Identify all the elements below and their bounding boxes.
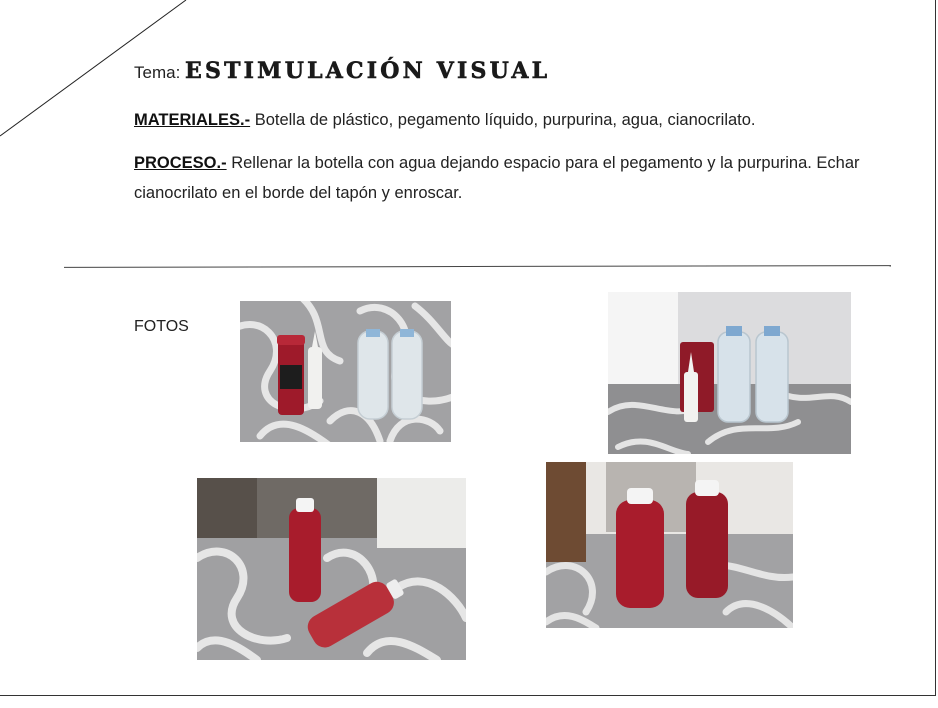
process-text: Rellenar la botella con agua dejando espacio para el pegamento y la purpurina. Echar cianocrilato en el borde del tapón y enroscar. — [134, 154, 860, 202]
photo-red-bottles-standing-lying — [197, 478, 466, 660]
photo-materials-top-view — [240, 301, 451, 442]
materials-text: Botella de plástico, pegamento líquido, purpurina, agua, cianocrilato. — [250, 111, 756, 129]
photo-materials-side-view — [608, 292, 851, 454]
photo-red-bottles-standing — [546, 462, 793, 628]
document-title — [134, 58, 550, 84]
process-label: PROCESO.- — [134, 154, 227, 172]
materials-label: MATERIALES.- — [134, 111, 251, 129]
section-separator — [64, 265, 891, 268]
title-label: Tema: — [134, 63, 181, 82]
page-border-bottom — [0, 695, 936, 696]
title-value: ESTIMULACIÓN VISUAL — [185, 58, 551, 84]
photos-label: FOTOS — [134, 318, 189, 335]
page-border-right — [935, 0, 936, 696]
process-paragraph — [134, 148, 874, 208]
materials-paragraph — [134, 105, 756, 135]
